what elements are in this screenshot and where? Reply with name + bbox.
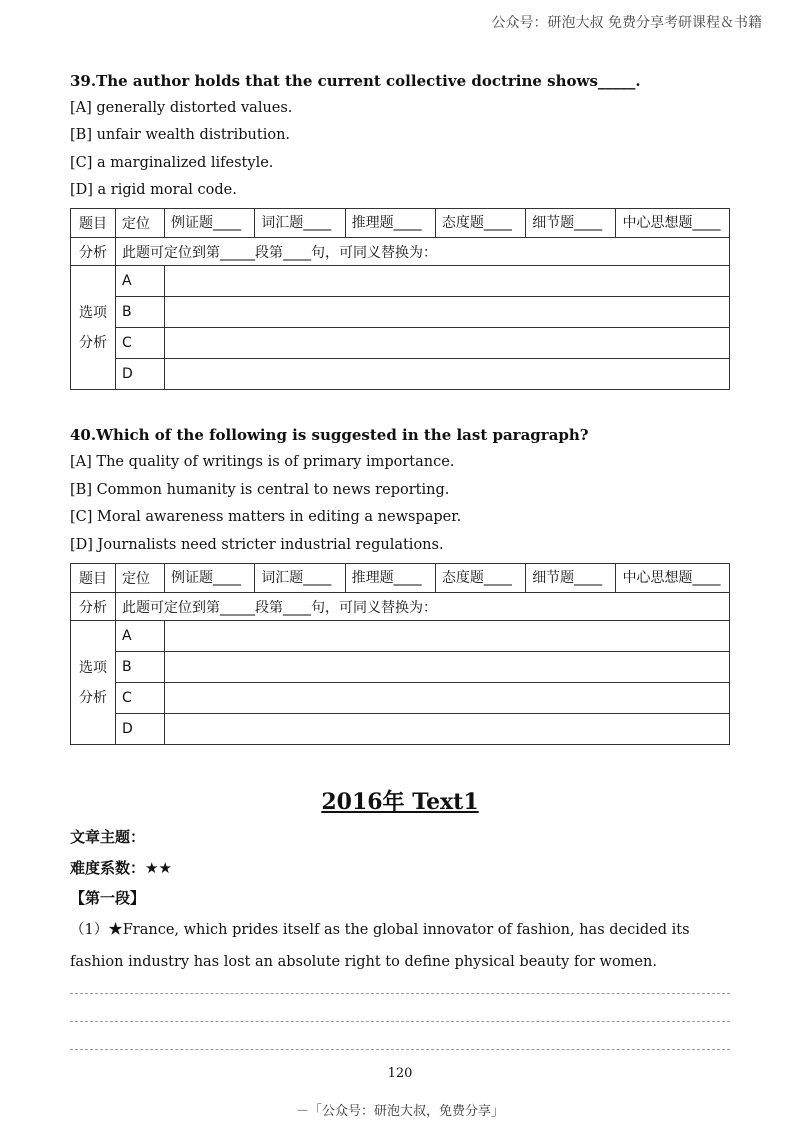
- option-letter-a: A: [116, 621, 165, 652]
- locate-text: 此题可定位到第_____段第____句，可同义替换为：: [116, 238, 730, 266]
- answer-line-3: [70, 1049, 730, 1050]
- q39-analysis-table: [70, 208, 730, 390]
- q40-option-a: [A] The quality of writings is of primary importance.: [70, 454, 455, 470]
- type-inference: 推理题____: [346, 564, 436, 592]
- option-cell-d: [165, 359, 730, 390]
- question-39-title: 39.The author holds that the current collective doctrine shows_____.: [70, 72, 641, 90]
- section-title: 2016年 Text1: [321, 789, 479, 815]
- type-main-idea: 中心思想题____: [622, 215, 721, 231]
- label-option-analysis: 选项 分析: [71, 621, 116, 745]
- type-example: 例证题____: [165, 564, 255, 592]
- type-attitude: 态度题____: [436, 209, 526, 237]
- footer-text: －「公众号：研泡大叔，免费分享」: [295, 1104, 504, 1119]
- label-dingwei: 定位: [116, 209, 165, 238]
- q39-option-a: [A] generally distorted values.: [70, 100, 293, 116]
- sentence-1: （1）★France, which prides itself as the global innovator of fashion, has decided its fashion industry has lost an absolute right to define physical beauty for women.: [70, 922, 690, 970]
- option-cell-a: [165, 621, 730, 652]
- q40-analysis-table: [70, 563, 730, 745]
- locate-text: 此题可定位到第_____段第____句，可同义替换为：: [116, 593, 730, 621]
- q40-option-d: [D] Journalists need stricter industrial regulations.: [70, 537, 444, 553]
- option-letter-d: D: [116, 359, 165, 390]
- q39-option-b: [B] unfair wealth distribution.: [70, 127, 291, 143]
- option-letter-c: C: [116, 683, 165, 714]
- q39-option-c: [C] a marginalized lifestyle.: [70, 155, 274, 171]
- difficulty-label: 难度系数：★★: [70, 859, 172, 877]
- type-example: 例证题____: [165, 209, 255, 237]
- label-fenxi: 分析: [71, 593, 116, 621]
- label-tiji: 题目: [71, 564, 116, 593]
- option-cell-a: [165, 266, 730, 297]
- option-cell-d: [165, 714, 730, 745]
- answer-line-2: [70, 1021, 730, 1022]
- type-vocab: 词汇题____: [255, 564, 345, 592]
- type-inference: 推理题____: [346, 209, 436, 237]
- label-fenxi: 分析: [71, 238, 116, 266]
- type-vocab: 词汇题____: [255, 209, 345, 237]
- q40-option-c: [C] Moral awareness matters in editing a newspaper.: [70, 509, 462, 525]
- option-letter-a: A: [116, 266, 165, 297]
- label-option-analysis: 选项 分析: [71, 266, 116, 390]
- option-cell-b: [165, 297, 730, 328]
- label-dingwei: 定位: [116, 564, 165, 593]
- theme-label: 文章主题：: [70, 828, 146, 846]
- type-attitude: 态度题____: [436, 564, 526, 592]
- option-cell-b: [165, 652, 730, 683]
- page-number: 120: [387, 1066, 413, 1081]
- type-detail: 细节题____: [526, 209, 616, 237]
- question-40-title: 40.Which of the following is suggested in the last paragraph?: [70, 426, 589, 444]
- answer-line-1: [70, 993, 730, 994]
- paragraph-label: 【第一段】: [70, 889, 146, 907]
- option-letter-b: B: [116, 297, 165, 328]
- type-main-idea: 中心思想题____: [622, 570, 721, 586]
- option-letter-d: D: [116, 714, 165, 745]
- option-cell-c: [165, 328, 730, 359]
- header-text: 公众号：研泡大叔 免费分享考研课程＆书籍: [491, 15, 762, 31]
- q40-option-b: [B] Common humanity is central to news reporting.: [70, 482, 450, 498]
- option-letter-b: B: [116, 652, 165, 683]
- q39-option-d: [D] a rigid moral code.: [70, 182, 237, 198]
- type-detail: 细节题____: [526, 564, 616, 592]
- option-letter-c: C: [116, 328, 165, 359]
- label-tiji: 题目: [71, 209, 116, 238]
- option-cell-c: [165, 683, 730, 714]
